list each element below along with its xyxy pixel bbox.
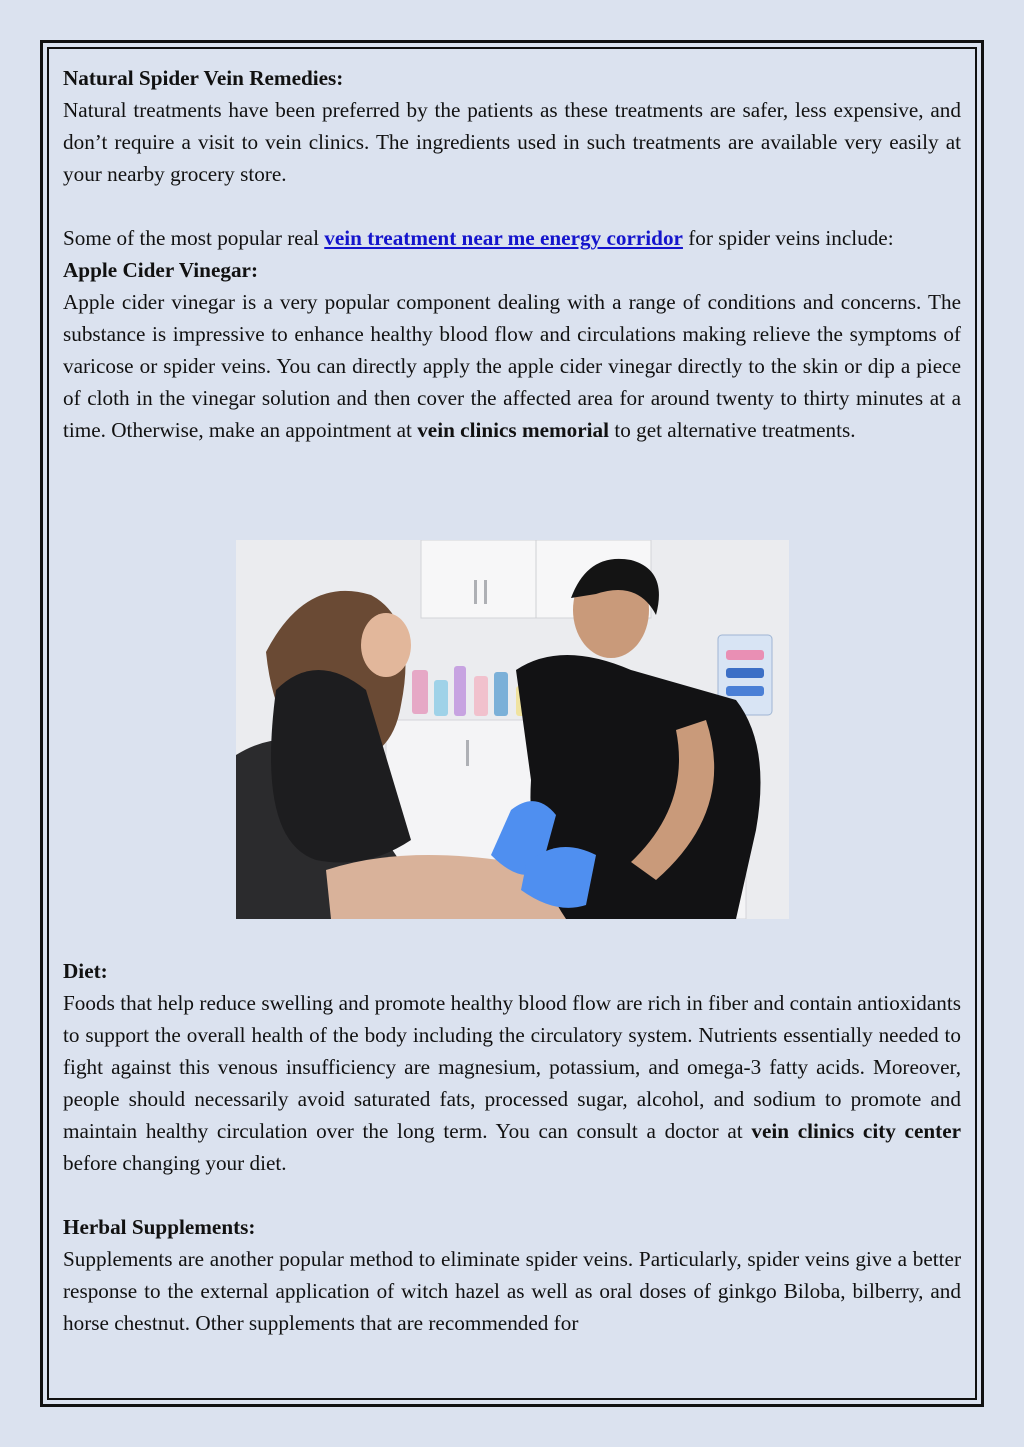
heading-diet: Diet: [63,959,108,983]
popular-post: for spider veins include: [682,226,894,250]
paragraph-diet [63,987,961,1179]
heading-natural: Natural Spider Vein Remedies: [63,66,344,90]
paragraph-natural: Natural treatments have been preferred by the patients as these treatments are safer, less expensive, and don’t require a visit to vein clinics. The ingredients used in such treatments are available very easily at your nearby grocery store. [63,98,961,186]
content-top [63,62,961,446]
paragraph-acv [63,286,961,446]
paragraph-popular [63,222,961,254]
popular-pre: Some of the most popular real [63,226,325,250]
heading-herbal: Herbal Supplements: [63,1215,256,1239]
clinic-photo [236,540,789,919]
vein-treatment-link[interactable]: vein treatment near me energy corridor [324,226,683,250]
acv-bold: vein clinics memorial [417,418,610,442]
content-bottom [63,955,961,1339]
acv-body: Apple cider vinegar is a very popular component dealing with a range of conditions and concerns. The substance is impressive to enhance healthy blood flow and circulations making relieve the symptoms of varicose or spider veins. You can directly apply the apple cider vinegar directly to the skin or dip a piece of cloth in the vinegar solution and then cover the affected area for around twenty to thirty minutes at a time. Otherwise, make an appointment at [63,290,961,442]
diet-tail: before changing your diet. [63,1151,287,1175]
heading-acv: Apple Cider Vinegar: [63,258,259,282]
diet-bold: vein clinics city center [751,1119,961,1143]
diet-body: Foods that help reduce swelling and promote healthy blood flow are rich in fiber and contain antioxidants to support the overall health of the body including the circulatory system. Nutrients essentially needed to fight against this venous insufficiency are magnesium, potassium, and omega-3 fatty acids. Moreover, people should necessarily avoid saturated fats, processed sugar, alcohol, and sodium to promote and maintain healthy circulation over the long term. You can consult a doctor at [63,991,961,1143]
paragraph-herbal: Supplements are another popular method to eliminate spider veins. Particularly, spider veins give a better response to the external application of witch hazel as well as oral doses of ginkgo Biloba, bilberry, and horse chestnut. Other supplements that are recommended for [63,1247,961,1335]
acv-tail: to get alternative treatments. [609,418,856,442]
